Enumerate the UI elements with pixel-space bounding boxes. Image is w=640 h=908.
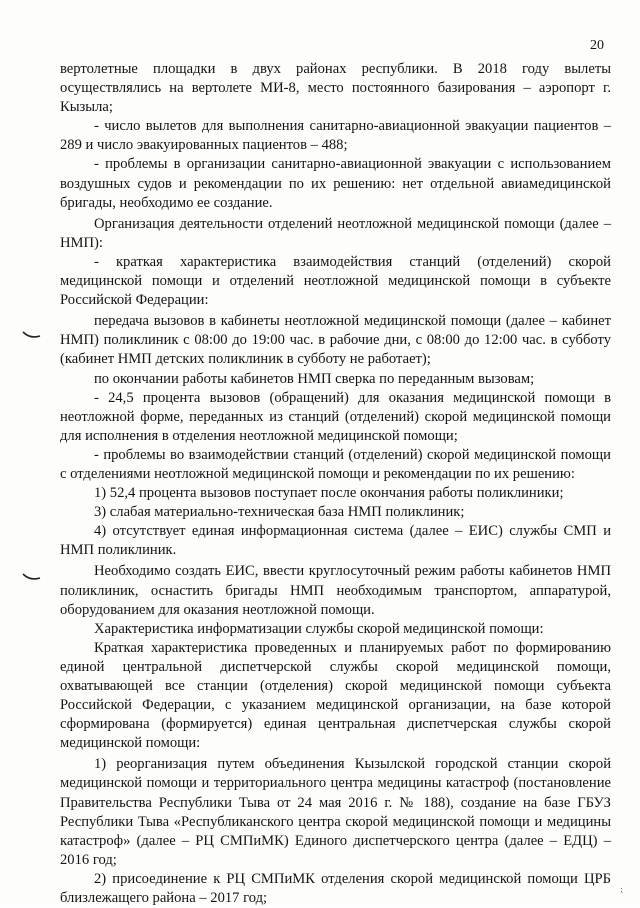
paragraph: - число вылетов для выполнения санитарно-авиационной эвакуации пациентов – 289 и число эвакуированных пациентов – 488; — [60, 118, 611, 154]
document-body — [60, 60, 611, 908]
paragraph: Характеристика информатизации службы скорой медицинской помощи: — [94, 620, 544, 637]
paragraph: Организация деятельности отделений неотложной медицинской помощи (далее – НМП): — [60, 215, 611, 251]
paragraph: - 24,5 процента вызовов (обращений) для оказания медицинской помощи в неотложной форме, переданных из станций (отделений) скорой медицинской помощи для исполнения в отделения неотложной медицинской помощи; — [60, 389, 611, 444]
paragraph: Необходимо создать ЕИС, ввести круглосуточный режим работы кабинетов НМП поликлиник, оснастить бригады НМП необходимым транспортом, аппаратурой, оборудованием для оказания неотложной помощи. — [60, 563, 611, 618]
paragraph: по окончании работы кабинетов НМП сверка по переданным вызовам; — [94, 370, 535, 387]
margin-check-mark — [22, 330, 42, 340]
paragraph: вертолетные площадки в двух районах республики. В 2018 году вылеты осуществлялись на вертолете МИ-8, место постоянного базирования – аэропорт г. Кызыла; — [60, 61, 611, 116]
page-number: 20 — [590, 38, 604, 53]
paragraph: - краткая характеристика взаимодействия станций (отделений) скорой медицинской помощи и отделений неотложной медицинской помощи в субъекте Российской Федерации: — [60, 253, 611, 309]
paragraph: 1) реорганизация путем объединения Кызылской городской станции скорой медицинской помощи и территориального центра медицины катастроф (постановление Правительства Республики Тыва от 24 мая 2016 г. № 188), создание на базе ГБУЗ Республики Тыва «Республиканского центра скорой медицинской помощи и медицины катастроф» (далее – РЦ СМПиМК) Единого диспетчерского центра (далее – ЕДЦ) – 2016 год; — [60, 756, 611, 868]
paragraph: Краткая характеристика проведенных и планируемых работ по формированию единой центральной диспетчерской службы скорой медицинской помощи, охватывающей все станции (отделения) скорой медицинской помощи субъекта Российской Федерации, с указанием медицинской организации, на базе которой сформирована (формируется) единая центральная диспетчерская службы скорой медицинской помощи: — [60, 639, 611, 752]
margin-check-mark — [22, 572, 42, 582]
paragraph: 1) 52,4 процента вызовов поступает после окончания работы поликлиники; — [94, 485, 564, 502]
paragraph: передача вызовов в кабинеты неотложной медицинской помощи (далее – кабинет НМП) поликлиник с 08:00 до 19:00 час. в рабочие дни, с 08:00 до 12:00 час. в субботу (кабинет НМП детских поликлиник в субботу не работает); — [60, 313, 611, 368]
paragraph: 4) отсутствует единая информационная система (далее – ЕИС) службы СМП и НМП поликлиник. — [60, 523, 611, 559]
paragraph: - проблемы во взаимодействии станций (отделений) скорой медицинской помощи с отделениями неотложной медицинской помощи и рекомендации по их решению: — [60, 446, 611, 482]
paragraph: 2) присоединение к РЦ СМПиМК отделения скорой медицинской помощи ЦРБ близлежащего района – 2017 год; — [60, 870, 611, 907]
paragraph: 3) слабая материально-техническая база НМП поликлиник; — [94, 504, 465, 521]
scan-corner-mark: ⁏ — [620, 884, 624, 894]
paragraph: - проблемы в организации санитарно-авиационной эвакуации с использованием воздушных судов и рекомендации по их решению: нет отдельной авиамедицинской бригады, необходимо ее создание. — [60, 156, 611, 211]
